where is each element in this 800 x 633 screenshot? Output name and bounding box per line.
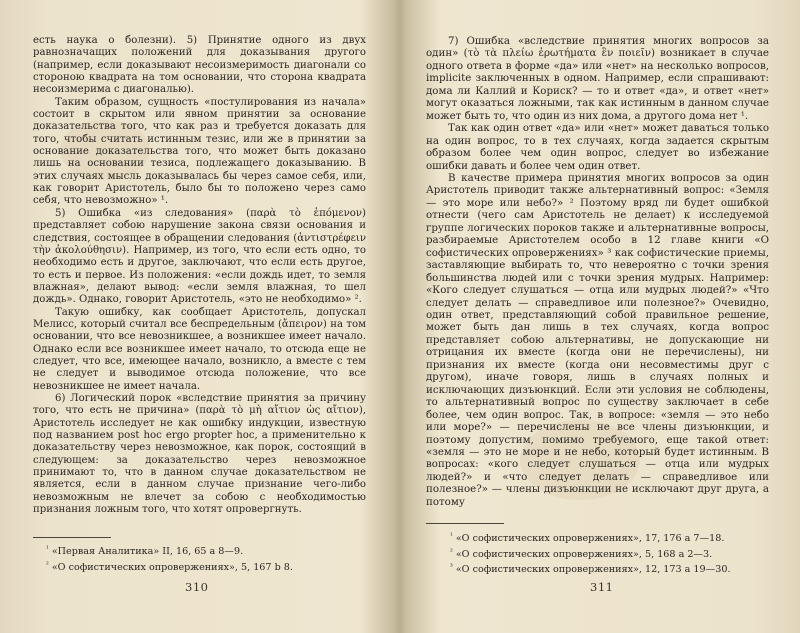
paragraph: Таким образом, сущность «постулирования из начала» состоит в скрытом или явном принятии за основание доказательства того, что как раз и требуется доказать для того, чтобы считать истинным тезис, или же в принятии за основание доказательства того, что может быть доказано лишь на основании тезиса, подлежащего доказыванию. В этих случаях мысль доказывалась бы через самое себя, или, как говорит Аристотель, было бы то положено через само себя, что невозможно» ¹. (33, 96, 366, 207)
footnote-mark: ² (450, 547, 453, 556)
paragraph: 5) Ошибка «из следования» (παρὰ τὸ ἑπόμενον) представляет собою нарушение закона связи основания и следствия, состоящее в обращении следования (ἀντιστρέφειν τὴν ἀκολούθησιν). Например, из того, что если есть одно, то необходимо есть и другое, заключают, что если есть другое, то есть и первое. Из положения: «если дождь идет, то земля влажная», делают вывод: «если земля влажная, то шел дождь». Однако, говорит Аристотель, «это не необходимо» ². (33, 207, 366, 306)
footnote-text: «О софистических опровержениях», 17, 176 a 7—18. (455, 533, 725, 544)
right-page (400, 0, 800, 633)
left-footnotes (46, 543, 366, 574)
footnote-rule (33, 537, 111, 538)
page-number: 310 (185, 580, 209, 594)
paragraph: 7) Ошибка «вследствие принятия многих вопросов за один» (τὸ τὰ πλείω ἐρωτήματα ἓν ποιεῖν) возникает в случае одного ответа в форме «да» или «нет» на несколько вопросов, implicite заключенных в одном. Например, если спрашивают: дома ли Каллий и Кориск? — то и ответ «да», и ответ «нет» могут оказаться ложными, так как истинным в данном случае может быть то, что один из них дома, а другого дома нет ¹. (426, 35, 769, 122)
paragraph: Так как один ответ «да» или «нет» может даваться только на один вопрос, то в тех случаях, когда задается скрытым образом более чем один вопрос, следует во избежание ошибки давать и более чем один ответ. (426, 122, 769, 172)
footnote-text: «О софистических опровержениях», 5, 168 a 2—3. (455, 548, 713, 560)
footnote-mark: ² (46, 560, 49, 569)
footnote (450, 561, 770, 577)
page-number: 311 (590, 580, 614, 594)
footnote-mark: ¹ (450, 532, 453, 540)
footnote (46, 559, 366, 575)
footnote-text: «Первая Аналитика» II, 16, 65 a 8—9. (51, 546, 244, 557)
paragraph: В качестве примера принятия многих вопросов за один Аристотель приводит также альтернативный вопрос: «Земля — это море или небо?» ² Поэтому вряд ли будет ошибкой отнести (чего сам Аристотель не делает) к исследуемой группе логических пороков также и альтернативные вопросы, разбираемые Аристотелем особо в 12 главе книги «О софистических опровержениях» ³ как софистические приемы, заставляющие выбирать то, что невероятно с точки зрения большинства людей или с точки зрения мудрых. Например: «Кого следует слушаться — отца или мудрых людей?» «Что следует делать — справедливое или полезное?» Очевидно, один ответ, представляющий собой правильное решение, может быть дан лишь в тех случаях, когда вопрос представляет собою альтернативы, не допускающие ни отрицания их вместе (когда они не перечислены), ни признания их вместе (когда они несовместимы друг с другом), иначе говоря, лишь в случаях полных и исключающих дизъюнкций. Если эти условия не соблюдены, то альтернативный вопрос по существу заключает в себе более, чем один вопрос. Так, в вопросе: «земля — это небо или море?» — перечислены не все члены дизъюнкции, и поэтому допустим, помимо требуемого, еще такой ответ: «земля — это не море и не небо, который будет истинным. В вопросах: «кого следует слушаться — отца или мудрых людей?» и «что следует делать — справедливое или полезное?» — члены дизъюнкции не исключают друг друга, а потому (426, 171, 769, 508)
right-footnotes (450, 530, 770, 577)
footnote-text: «О софистических опровержениях», 5, 167 b 8. (51, 561, 293, 573)
right-page-body (426, 35, 769, 508)
paragraph: есть наука о болезни). 5) Принятие одного из двух равнозначащих положений для доказывания другого (например, если доказывают несоизмеримость диагонали со стороною квадрата на том основании, что сторона квадрата несоизмерима с диагональю). (33, 35, 366, 96)
paragraph: 6) Логический порок «вследствие принятия за причину того, что есть не причина» (παρὰ τὸ μὴ αἴτιον ὡς αἴτιον), Аристотель исследует не как ошибку индукции, известную под названием post hoc ergo propter hoc, а применительно к доказательству через невозможное, как порок, состоящий в следующем: за доказательство через невозможное принимают то, что в данном случае доказательством не является, если в данном случае признание чего-либо невозможным не влечет за собою с необходимостью признания ложным того, что хотят опровергнуть. (33, 392, 366, 516)
footnote (46, 543, 366, 559)
footnote (450, 546, 770, 562)
left-page-body (33, 35, 366, 516)
footnote-text: «О софистических опровержениях», 12, 173 a 19—30. (455, 564, 731, 576)
footnote-rule (426, 523, 504, 524)
footnote-mark: ¹ (46, 545, 49, 553)
paragraph: Такую ошибку, как сообщает Аристотель, допускал Мелисс, который считал все беспредельным (ἄπειρον) на том основании, что все невозникшее, а возникшее имеет начало. Однако если все возникшее имеет начало, то отсюда еще не следует, что все, имеющее начало, возникло, а вместе с тем не следует и выводимое отсюда положение, что все невозникшее не имеет начала. (33, 306, 366, 392)
footnote-mark: ³ (450, 563, 453, 572)
footnote (450, 530, 770, 546)
